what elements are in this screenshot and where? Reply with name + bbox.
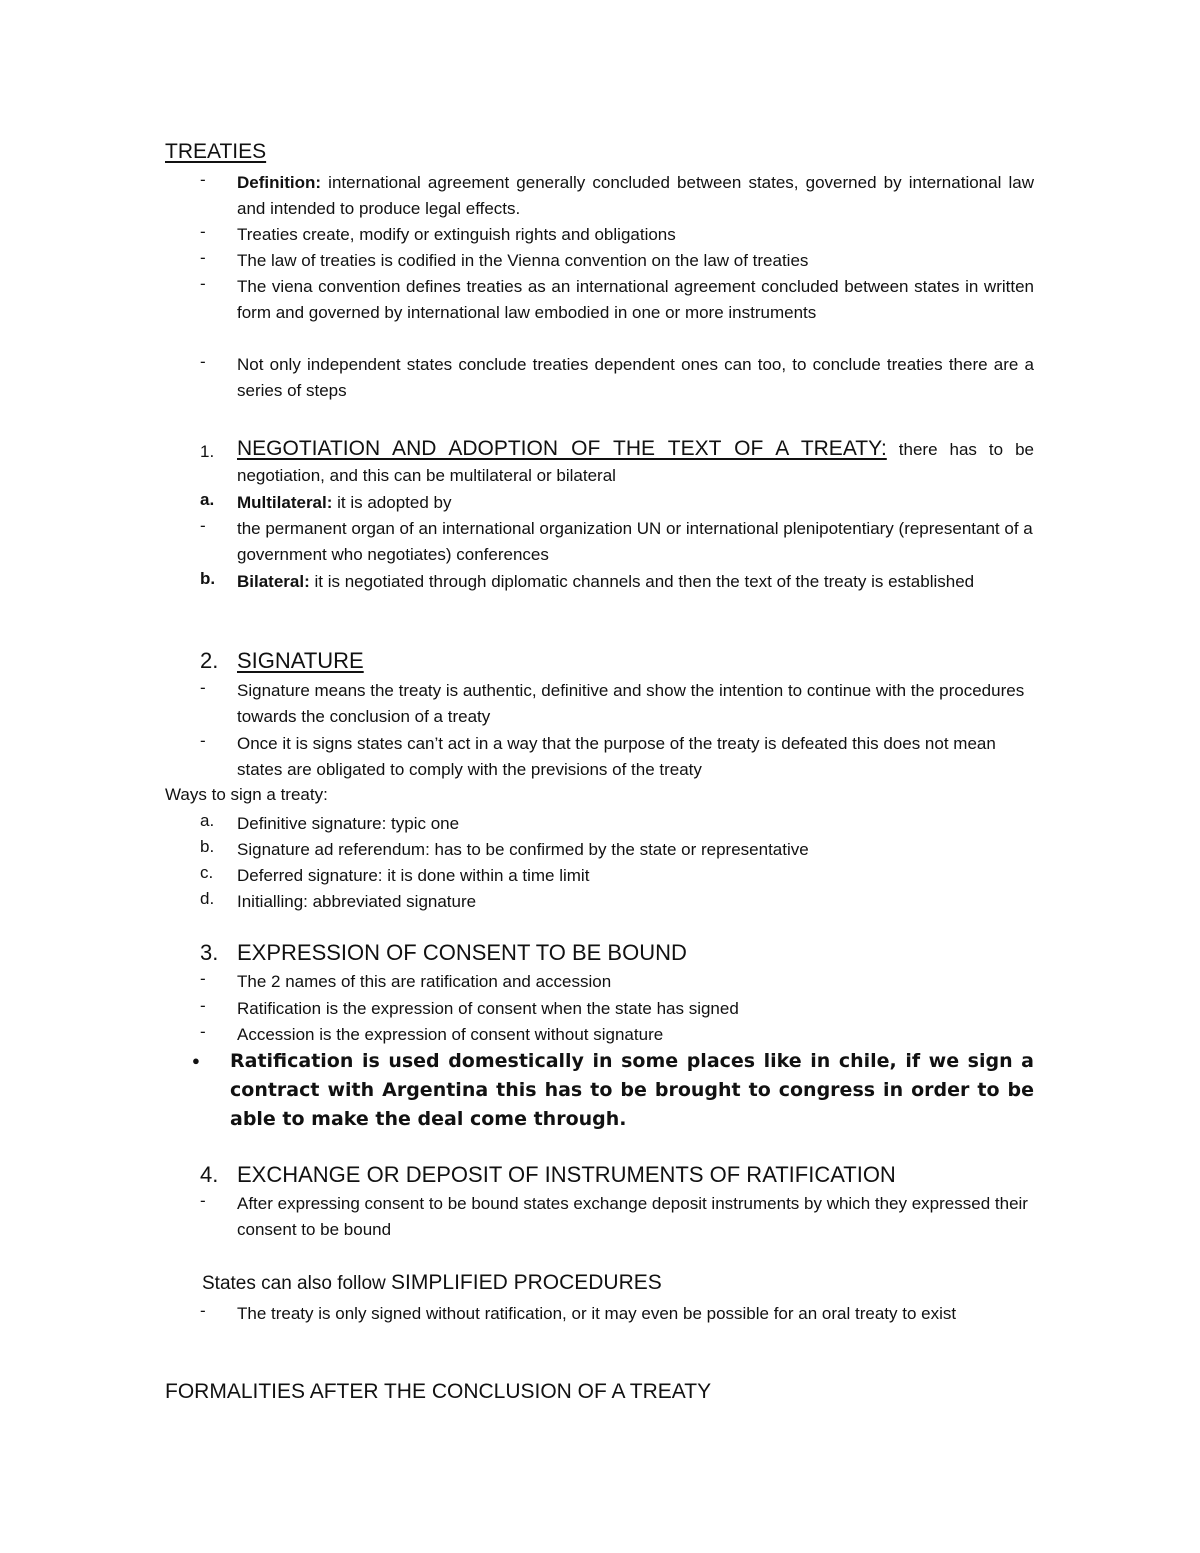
document-page: TREATIES - Definition: international agreement generally concluded between states, governed by international law and intended to produce legal effects. - Treaties create, modify or extinguish rights and obligations - The law of treaties is codified in the Vienna convention on the law of treaties - The viena convention defines treaties as an international agreement concluded between states in written form and governed by international law embodied in one or more instruments - Not only independent states conclude treaties dependent ones can too, to conclude treaties there are a series of steps 1. NEGOTIATION AND ADOPTION OF THE TEXT OF A TREATY: there has to be negotiation, and this can be multilateral or bilateral a. Multilateral: it is adopted by - the permanent organ of an international organization UN or international plenipotentiary (representant of a government who negotiates) conferences b. Bilateral: it is negotiated through diplomatic channels and then the text of the treaty is established 2. SIGNATURE - Signature means the treaty is authentic, definitive and show the intention to continue with the procedures towards the conclusion of a treaty - Once it is signs states can’t act in a way that the purpose of the treaty is defeated this does not mean states are obligated to comply with the previsions of the treaty Ways to sign a treaty: a. Definitive signature: typic one b. Signature ad referendum: has to be confirmed by the state or representative c. Deferred signature: it is done within a time limit d. Initialling: abbreviated signature 3. EXPRESSION OF CONSENT TO BE BOUND - The 2 names of this are ratification and accession - Ratification is the expression of consent when the state has signed - Accession is the expression of consent without signature ● Ratification is used domestically in some places like in chile, if we sign a contract with Argentina this has to be brought to congress in order to be able to make the deal come through. 4. EXCHANGE OR DEPOSIT OF INSTRUMENTS OF RATIFICATION - After expressing consent to be bound states exchange deposit instruments by which they expressed their consent to be bound States can also follow SIMPLIFIED PROCEDURES - The treaty is only signed without ratification, or it may even be possible for an oral treaty to exist FORMALITIES AFTER THE CONCLUSION OF A TREATY [165,140,1035,1403]
term-label: Multilateral: [237,493,333,512]
step-heading-exchange: 4. EXCHANGE OR DEPOSIT OF INSTRUMENTS OF RATIFICATION [200,1162,896,1187]
simplified-heading: States can also follow SIMPLIFIED PROCEDURES [202,1271,662,1294]
section-heading-formalities: FORMALITIES AFTER THE CONCLUSION OF A TREATY [165,1380,712,1403]
step-heading-signature: 2. SIGNATURE [200,648,364,673]
step-heading-consent: 3. EXPRESSION OF CONSENT TO BE BOUND [200,940,687,965]
term-label: Bilateral: [237,572,310,591]
ways-label: Ways to sign a treaty: [165,785,328,804]
bullet-icon: ● [192,1053,200,1068]
section-heading-treaties: TREATIES [165,140,267,163]
term-label: Definition: [237,173,322,192]
